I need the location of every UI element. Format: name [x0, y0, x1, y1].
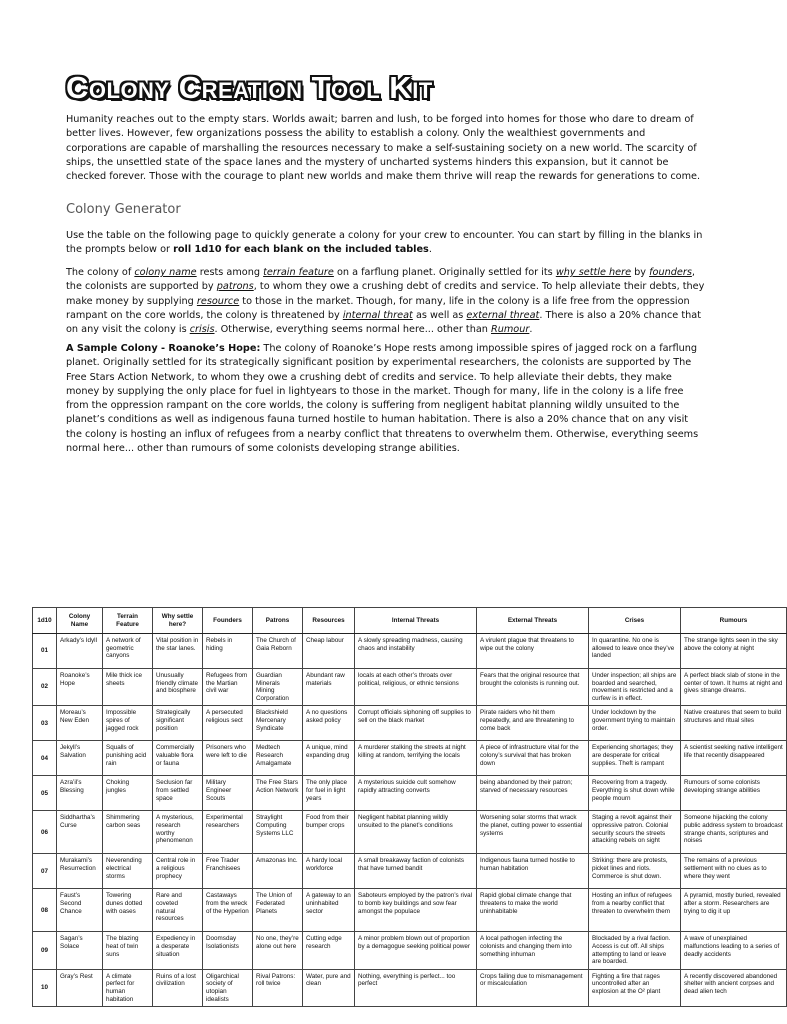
cell-roll-number: 07 [33, 854, 57, 889]
prompt-text: as well as [412, 309, 467, 321]
cell-why-settle: Vital position in the star lanes. [153, 634, 203, 669]
table-row [33, 634, 787, 669]
blank-crisis: crisis [189, 324, 215, 336]
cell-crisis: Under lockdown by the government trying to maintain order. [589, 706, 681, 741]
cell-founders: A persecuted religious sect [203, 706, 253, 741]
cell-crisis: Experiencing shortages; they are desperate for critical supplies. Theft is rampant [589, 741, 681, 776]
prompt-text: . Otherwise, everything seems normal here... other than [214, 324, 491, 336]
cell-crisis: Under inspection; all ships are boarded and searched, movement is restricted and a curfew is in effect. [589, 669, 681, 706]
cell-patrons: The Church of Gaia Reborn [253, 634, 303, 669]
cell-patrons: The Free Stars Action Network [253, 776, 303, 811]
cell-crisis: Blockaded by a rival faction. Access is cut off. All ships attempting to land or leave are boarded. [589, 932, 681, 969]
cell-founders: Prisoners who were left to die [203, 741, 253, 776]
cell-resources: Food from their bumper crops [303, 811, 355, 854]
cell-external-threat: A virulent plague that threatens to wipe out the colony [477, 634, 589, 669]
header-1d10: 1d10 [33, 608, 57, 634]
cell-external-threat: A piece of infrastructure vital for the colony’s survival that has broken down [477, 741, 589, 776]
instructions-bold: roll 1d10 for each blank on the included tables [173, 244, 429, 256]
header-founders: Founders [203, 608, 253, 634]
cell-resources: A hardy local workforce [303, 854, 355, 889]
cell-terrain-feature: The blazing heat of twin suns [103, 932, 153, 969]
table-row [33, 889, 787, 932]
cell-terrain-feature: Towering dunes dotted with oases [103, 889, 153, 932]
cell-terrain-feature: A climate perfect for human habitation [103, 969, 153, 1006]
cell-external-threat: Indigenous fauna turned hostile to human habitation [477, 854, 589, 889]
sample-colony-text: The colony of Roanoke’s Hope rests among impossible spires of jagged rock on a farflung planet. Originally settled for its strategically significant position by experimental researchers, the colonists are supported by The Free Stars Action Network, to whom they owe a crushing debt of credits and service. To help alleviate their debts, they make money by supplying the only place for fuel in lightyears to those in the market. Though for many, life in the colony is a life free from the oppression rampant on the core worlds, the colony is suffering from negligent habitat planning wildly unsuited to the planet’s conditions as well as indigenous fauna turned hostile to human habitation. There is also a 20% chance that on any visit the colony is hosting an influx of refugees from a nearby conflict that threatens to overwhelm them. Otherwise, everything seems normal here... other than rumours of some colonists developing strange abilities. [66, 343, 699, 455]
cell-founders: Refugees from the Martian civil war [203, 669, 253, 706]
instructions-text: Use the table on the following page to quickly generate a colony for your crew to encounter. You can start by filling in the blanks in the prompts below or [66, 230, 703, 256]
blank-patrons: patrons [216, 281, 254, 293]
cell-roll-number: 04 [33, 741, 57, 776]
table-header-row [33, 608, 787, 634]
header-resources: Resources [303, 608, 355, 634]
colony-generator-table [32, 607, 787, 1007]
cell-rumour: Someone hijacking the colony public address system to broadcast strange chants, scriptures and noises [681, 811, 787, 854]
cell-crisis: In quarantine. No one is allowed to leave once they’ve landed [589, 634, 681, 669]
prompt-text: , the colonists are supported by [66, 267, 695, 293]
cell-why-settle: Unusually friendly climate and biosphere [153, 669, 203, 706]
cell-terrain-feature: Choking jungles [103, 776, 153, 811]
prompt-text: to those in the market. Though, for many, life in the colony is a life free from the oppression rampant on the core worlds, the colony is threatened by [66, 295, 690, 321]
cell-rumour: A perfect black slab of stone in the center of town. It hums at night and gives strange dreams. [681, 669, 787, 706]
cell-roll-number: 03 [33, 706, 57, 741]
header-internal-threats: Internal Threats [355, 608, 477, 634]
cell-rumour: A recently discovered abandoned shelter with ancient corpses and dead alien tech [681, 969, 787, 1006]
cell-internal-threat: A murderer stalking the streets at night killing at random, terrifying the locals [355, 741, 477, 776]
prompt-paragraph [66, 266, 706, 337]
blank-external-threat: external threat [466, 309, 540, 321]
cell-resources: Abundant raw materials [303, 669, 355, 706]
cell-patrons: Guardian Minerals Mining Corporation [253, 669, 303, 706]
cell-internal-threat: A minor problem blown out of proportion by a demagogue seeking political power [355, 932, 477, 969]
cell-internal-threat: A small breakaway faction of colonists that have turned bandit [355, 854, 477, 889]
cell-rumour: Native creatures that seem to build structures and ritual sites [681, 706, 787, 741]
cell-terrain-feature: A network of geometric canyons [103, 634, 153, 669]
cell-resources: The only place for fuel in light years [303, 776, 355, 811]
cell-colony-name: Gray’s Rest [57, 969, 103, 1006]
cell-founders: Castaways from the wreck of the Hyperion [203, 889, 253, 932]
prompt-text: . There is also a 20% chance that on any visit the colony is [66, 309, 702, 336]
blank-resource: resource [196, 295, 240, 307]
cell-founders: Oligarchical society of utopian idealists [203, 969, 253, 1006]
cell-founders: Free Trader Franchisees [203, 854, 253, 889]
cell-external-threat: being abandoned by their patron; starved of necessary resources [477, 776, 589, 811]
cell-terrain-feature: Mile thick ice sheets [103, 669, 153, 706]
cell-founders: Rebels in hiding [203, 634, 253, 669]
cell-patrons: Medtech Research Amalgamate [253, 741, 303, 776]
table-row [33, 669, 787, 706]
prompt-text: . [529, 324, 533, 336]
cell-why-settle: A mysterious, research worthy phenomenon [153, 811, 203, 854]
blank-terrain-feature: terrain feature [263, 267, 334, 278]
table-row [33, 854, 787, 889]
table-row [33, 811, 787, 854]
cell-roll-number: 06 [33, 811, 57, 854]
cell-founders: Experimental researchers [203, 811, 253, 854]
cell-why-settle: Expediency in a desperate situation [153, 932, 203, 969]
cell-why-settle: Commercially valuable flora or fauna [153, 741, 203, 776]
cell-founders: Doomsday Isolationists [203, 932, 253, 969]
table-row [33, 706, 787, 741]
cell-crisis: Fighting a fire that rages uncontrolled after an explosion at the O² plant [589, 969, 681, 1006]
blank-founders: founders [649, 267, 692, 278]
cell-patrons: No one, they’re alone out here [253, 932, 303, 969]
table-row [33, 741, 787, 776]
page-title: Colony Creation Tool Kit [66, 70, 433, 105]
cell-crisis: Striking: there are protests, picket lines and riots. Commerce is shut down. [589, 854, 681, 889]
header-crises: Crises [589, 608, 681, 634]
blank-internal-threat: internal threat [342, 309, 413, 321]
cell-roll-number: 02 [33, 669, 57, 706]
header-external-threats: External Threats [477, 608, 589, 634]
cell-internal-threat: locals at each other’s throats over political, religious, or ethnic tensions [355, 669, 477, 706]
header-terrain-feature: Terrain Feature [103, 608, 153, 634]
prompt-text: rests among [196, 267, 264, 278]
cell-colony-name: Roanoke’s Hope [57, 669, 103, 706]
cell-roll-number: 09 [33, 932, 57, 969]
header-rumours: Rumours [681, 608, 787, 634]
instructions-paragraph [66, 229, 706, 258]
cell-roll-number: 08 [33, 889, 57, 932]
cell-colony-name: Azra’il’s Blessing [57, 776, 103, 811]
cell-colony-name: Murakami’s Resurrection [57, 854, 103, 889]
prompt-text: on a farflung planet. Originally settled for its [333, 267, 556, 278]
cell-resources: A gateway to an uninhabited sector [303, 889, 355, 932]
cell-why-settle: Rare and coveted natural resources [153, 889, 203, 932]
cell-terrain-feature: Squalls of punishing acid rain [103, 741, 153, 776]
table-row [33, 969, 787, 1006]
cell-crisis: Staging a revolt against their oppressive patron. Colonial security scours the streets attacking rebels on sight [589, 811, 681, 854]
cell-rumour: A scientist seeking native intelligent life that recently disappeared [681, 741, 787, 776]
cell-patrons: The Union of Federated Planets [253, 889, 303, 932]
cell-external-threat: Rapid global climate change that threatens to make the world uninhabitable [477, 889, 589, 932]
cell-rumour: Rumours of some colonists developing strange abilities [681, 776, 787, 811]
cell-colony-name: Sagan’s Solace [57, 932, 103, 969]
instructions-end: . [428, 244, 432, 256]
blank-rumour: Rumour [491, 324, 530, 336]
cell-patrons: Amazonas Inc. [253, 854, 303, 889]
cell-patrons: Rival Patrons: roll twice [253, 969, 303, 1006]
cell-internal-threat: A mysterious suicide cult somehow rapidly attracting converts [355, 776, 477, 811]
cell-patrons: Blackshield Mercenary Syndicate [253, 706, 303, 741]
table-row [33, 776, 787, 811]
cell-why-settle: Ruins of a lost civilization [153, 969, 203, 1006]
blank-colony-name: colony name [134, 267, 197, 278]
cell-internal-threat: Corrupt officials siphoning off supplies to sell on the black market [355, 706, 477, 741]
cell-crisis: Hosting an influx of refugees from a nearby conflict that threaten to overwhelm them [589, 889, 681, 932]
sample-colony-label: A Sample Colony - Roanoke’s Hope: [66, 343, 261, 354]
cell-why-settle: Strategically significant position [153, 706, 203, 741]
cell-colony-name: Jekyll’s Salvation [57, 741, 103, 776]
cell-internal-threat: A slowly spreading madness, causing chaos and instability [355, 634, 477, 669]
cell-terrain-feature: Neverending electrical storms [103, 854, 153, 889]
cell-internal-threat: Nothing, everything is perfect... too perfect [355, 969, 477, 1006]
cell-terrain-feature: Shimmering carbon seas [103, 811, 153, 854]
cell-roll-number: 01 [33, 634, 57, 669]
cell-colony-name: Arkady’s Idyll [57, 634, 103, 669]
cell-resources: Water, pure and clean [303, 969, 355, 1006]
section-heading: Colony Generator [66, 202, 181, 217]
cell-crisis: Recovering from a tragedy. Everything is shut down while people mourn [589, 776, 681, 811]
cell-colony-name: Siddhartha’s Curse [57, 811, 103, 854]
cell-external-threat: Pirate raiders who hit them repeatedly, and are threatening to come back [477, 706, 589, 741]
cell-patrons: Straylight Computing Systems LLC [253, 811, 303, 854]
cell-external-threat: Fears that the original resource that brought the colonists is running out. [477, 669, 589, 706]
cell-roll-number: 05 [33, 776, 57, 811]
header-patrons: Patrons [253, 608, 303, 634]
cell-resources: Cutting edge research [303, 932, 355, 969]
cell-resources: A no questions asked policy [303, 706, 355, 741]
cell-colony-name: Faust’s Second Chance [57, 889, 103, 932]
table-row [33, 932, 787, 969]
cell-rumour: The remains of a previous settlement with no clues as to where they went [681, 854, 787, 889]
cell-external-threat: Crops failing due to mismanagement or miscalculation [477, 969, 589, 1006]
blank-why-settle: why settle here [555, 267, 632, 278]
cell-external-threat: Worsening solar storms that wrack the planet, cutting power to essential systems [477, 811, 589, 854]
header-why-settle: Why settle here? [153, 608, 203, 634]
cell-founders: Military Engineer Scouts [203, 776, 253, 811]
cell-why-settle: Central role in a religious prophecy [153, 854, 203, 889]
cell-why-settle: Seclusion far from settled space [153, 776, 203, 811]
cell-rumour: The strange lights seen in the sky above the colony at night [681, 634, 787, 669]
cell-resources: Cheap labour [303, 634, 355, 669]
cell-rumour: A wave of unexplained malfunctions leading to a series of deadly accidents [681, 932, 787, 969]
prompt-text: The colony of [66, 267, 135, 278]
cell-external-threat: A local pathogen infecting the colonists and changing them into something inhuman [477, 932, 589, 969]
header-colony-name: Colony Name [57, 608, 103, 634]
prompt-text: by [631, 267, 650, 278]
sample-colony-paragraph [66, 342, 706, 456]
cell-roll-number: 10 [33, 969, 57, 1006]
cell-internal-threat: Saboteurs employed by the patron’s rival to bomb key buildings and sow fear amongst the populace [355, 889, 477, 932]
cell-rumour: A pyramid, mostly buried, revealed after a storm. Researchers are trying to dig it up [681, 889, 787, 932]
cell-terrain-feature: Impossible spires of jagged rock [103, 706, 153, 741]
intro-paragraph: Humanity reaches out to the empty stars. Worlds await; barren and lush, to be forged into homes for those who dare to dream of better lives. However, few organizations possess the ability to establish a colony. Only the wealthiest governments and corporations are capable of marshalling the resources necessary to make a self-sustaining society on a new world. The scarcity of ships, the unsettled state of the space lanes and the mystery of uncharted systems hinders this expansion, but it cannot be checked forever. Those with the courage to plant new worlds and make them thrive will reap the rewards for generations to come. [66, 114, 701, 183]
cell-internal-threat: Negligent habitat planning wildly unsuited to the planet’s conditions [355, 811, 477, 854]
prompt-text: , to whom they owe a crushing debt of credits and service. To help alleviate their debts, they make money by supplying [66, 281, 705, 307]
cell-resources: A unique, mind expanding drug [303, 741, 355, 776]
cell-colony-name: Moreau’s New Eden [57, 706, 103, 741]
